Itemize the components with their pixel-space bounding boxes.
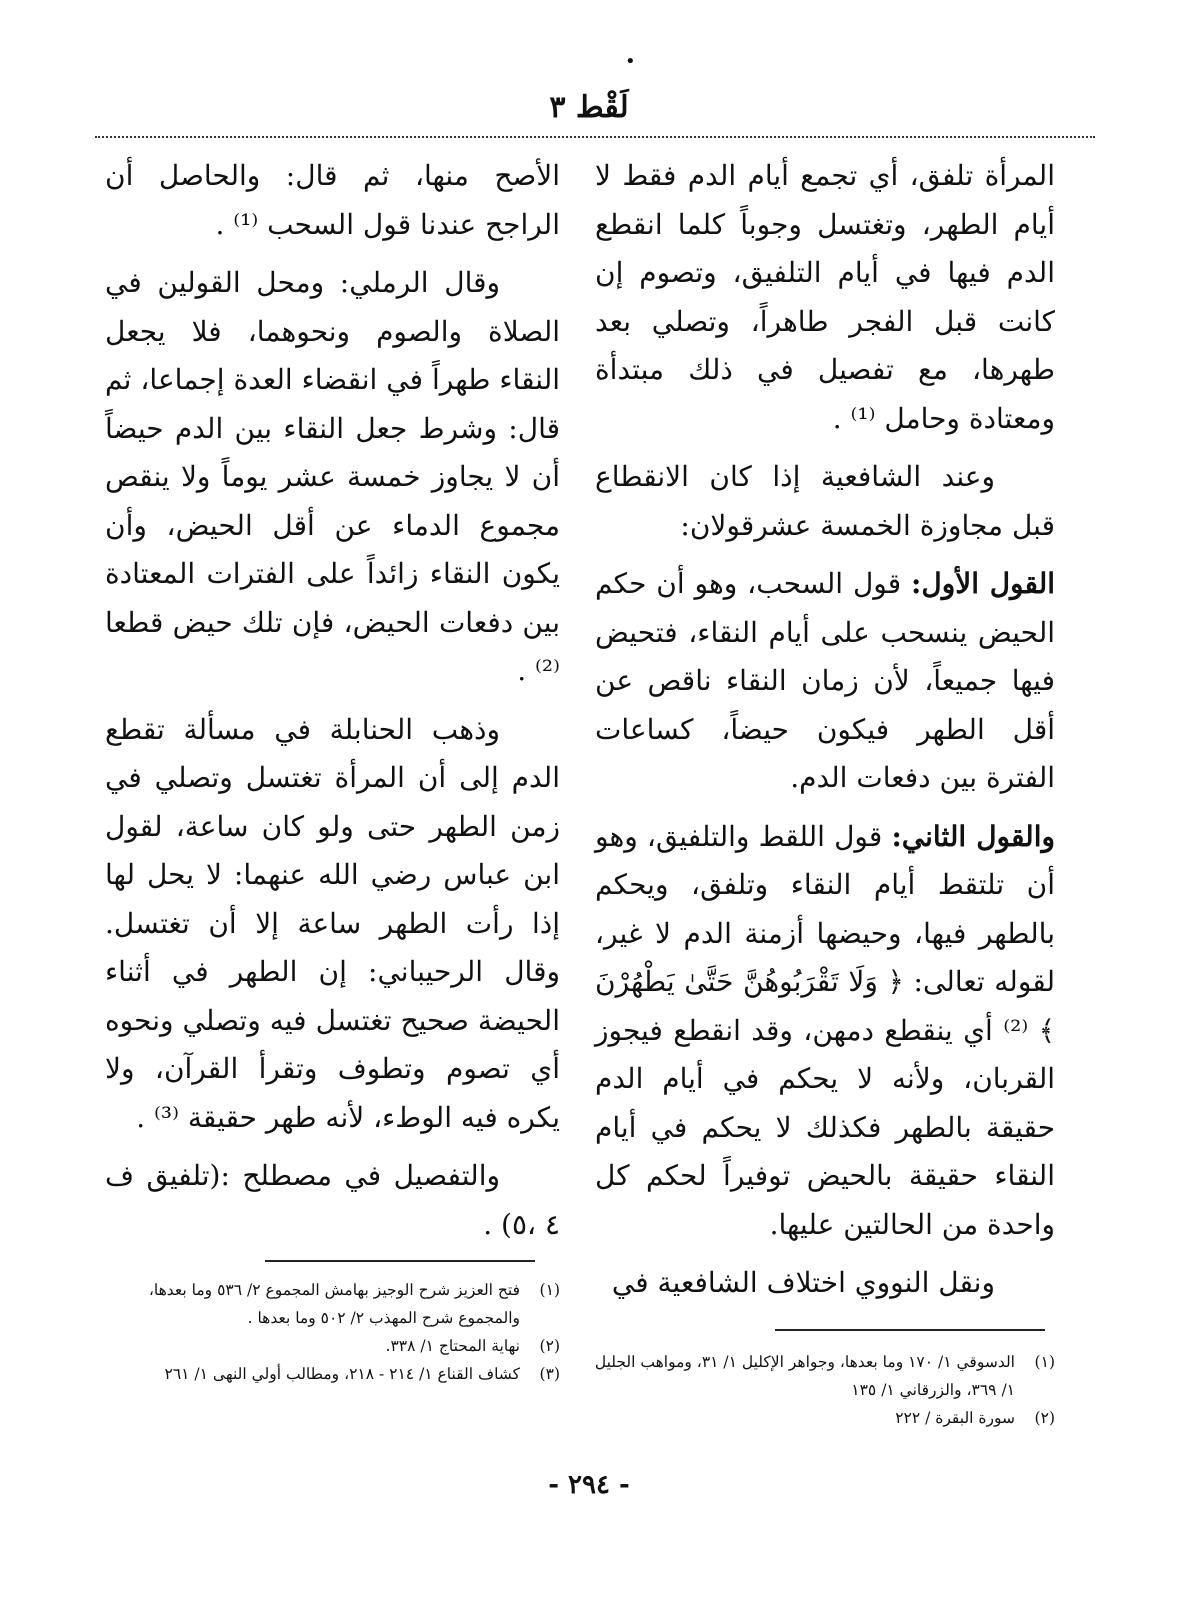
paragraph [595,560,1055,803]
footnote-number: (١) [1034,1353,1055,1371]
paragraph-text: قول اللقط والتلفيق، وهو أن تلتقط أيام النقاء وتلفق، ويحكم بالطهر فيها، وحيضها أزمنة الدم لا غير، لقوله تعالى: ﴿ وَلَا تَقْرَبُوهُنَّ حَتَّىٰ يَطْهُرْنَ ﴾ ⁽²⁾ أي ينقطع دمهن، وقد انقطع فيجوز القربان، ولأنه لا يحكم في أيام الدم حقيقة بالطهر فكذلك لا يحكم في أيام النقاء حقيقة بالحيض توفيراً لحكم كل واحدة من الحالتين عليها. [595,819,1055,1241]
footnote [590,1348,1055,1404]
footnote-separator-left [265,1260,535,1262]
footnotes-right [590,1348,1055,1432]
footnote-number: (٢) [1034,1409,1055,1427]
running-header-title: لَقْط ٣ [549,90,629,125]
left-text-column [105,152,560,1259]
footnote [590,1404,1055,1432]
header-dotted-rule [95,136,1095,138]
right-text-column [595,152,1055,1318]
paragraph: والتفصيل في مصطلح :(تلفيق ف ٤ ،٥) . [105,1159,560,1241]
footnote-text: الدسوقي ١/ ١٧٠ وما بعدها، وجواهر الإكليل ١/ ٣١، ومواهب الجليل ١/ ٣٦٩، والزرقاني ١/ ١٣٥ [594,1353,1015,1399]
footnote-number: (٣) [539,1365,560,1383]
paragraph-text: قول السحب، وهو أن حكم الحيض ينسحب على أيام النقاء، فتحيض فيها جميعاً، لأن زمان النقاء ناقص عن أقل الطهر فيكون حيضاً، كساعات الفترة بين دفعات الدم. [595,567,1055,794]
paragraph [595,813,1055,1250]
header-mark: • [625,51,636,72]
paragraph: وذهب الحنابلة في مسألة تقطع الدم إلى أن المرأة تغتسل وتصلي في زمن الطهر حتى ولو كان ساعة، لقول ابن عباس رضي الله عنهما: لا يحل لها إذا رأت الطهر ساعة إلا أن تغتسل. وقال الرحيباني: إن الطهر في أثناء الحيضة صحيح تغتسل فيه وتصلي ونحوه أي تصوم وتطوف وتقرأ القرآن، ولا يكره فيه الوطء، لأنه طهر حقيقة ⁽³⁾ . [105,712,560,1134]
footnote [95,1360,560,1388]
paragraph: المرأة تلفق، أي تجمع أيام الدم فقط لا أيام الطهر، وتغتسل وجوباً كلما انقطع الدم فيها في أيام التلفيق، وتصوم إن كانت قبل الفجر طاهراً، وتصلي بعد طهرها، مع تفصيل في ذلك مبتدأة ومعتادة وحامل ⁽¹⁾ . [595,159,1055,435]
paragraph: وعند الشافعية إذا كان الانقطاع قبل مجاوزة الخمسة عشرقولان: [595,460,1055,542]
footnote-text: نهاية المحتاج ١/ ٣٣٨. [385,1337,520,1355]
paragraph: الأصح منها، ثم قال: والحاصل أن الراجح عندنا قول السحب ⁽¹⁾ . [105,159,560,241]
footnote-separator-right [775,1329,1045,1331]
footnote-text: فتح العزيز شرح الوجيز بهامش المجموع ٢/ ٥٣٦ وما بعدها، والمجموع شرح المهذب ٢/ ٥٠٢ وما بعدها . [148,1281,520,1327]
paragraph: ونقل النووي اختلاف الشافعية في [611,1266,995,1299]
footnote-text: كشاف القناع ١/ ٢١٤ - ٢١٨، ومطالب أولي النهى ١/ ٢٦١ [164,1365,520,1383]
paragraph-label: القول الأول: [911,567,1055,600]
paragraph: وقال الرملي: ومحل القولين في الصلاة والصوم ونحوهما، فلا يجعل النقاء طهراً في انقضاء العدة إجماعا، ثم قال: وشرط جعل النقاء بين الدم حيضاً أن لا يجاوز خمسة عشر يوماً ولا ينقص مجموع الدماء عن أقل الحيض، وأن يكون النقاء زائداً على الفترات المعتادة بين دفعات الحيض، فإن تلك حيض قطعا ⁽²⁾ . [105,266,560,687]
footnote-text: سورة البقرة / ٢٢٢ [895,1409,1015,1427]
paragraph-label: والقول الثاني: [891,819,1056,853]
footnote-number: (٢) [539,1337,560,1355]
footnote-number: (١) [539,1281,560,1299]
page-number: - ٢٩٤ - [548,1470,630,1500]
footnote [95,1332,560,1360]
footnote [95,1276,560,1332]
footnotes-left [95,1276,560,1388]
